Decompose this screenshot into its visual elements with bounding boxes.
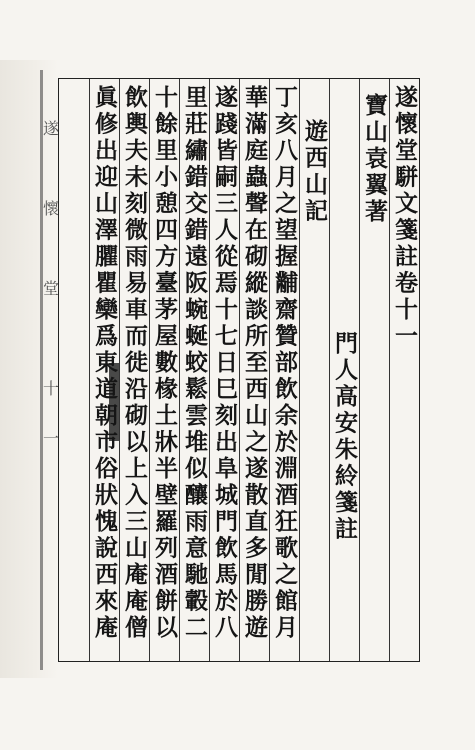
column-body bbox=[179, 79, 209, 661]
body-line: 丁亥八月之望握黼齋贊部飲余於淵酒狂歌之館月 bbox=[271, 85, 298, 642]
body-line: 飲輿夫未刻微雨易車而徙沿砌以上入三山庵庵僧 bbox=[121, 85, 148, 642]
book-title: 遂懷堂駢文箋註卷十一 bbox=[391, 85, 418, 350]
margin-glyph: 堂 bbox=[42, 279, 59, 298]
column-body bbox=[119, 79, 149, 661]
adjacent-leaf-edge bbox=[0, 60, 58, 678]
column-body bbox=[89, 79, 119, 661]
editor-line: 門人高安朱紷箋註 bbox=[331, 331, 358, 543]
column-heading bbox=[299, 79, 329, 661]
column-title bbox=[389, 79, 419, 661]
margin-glyph: 一 bbox=[42, 429, 59, 448]
column-author bbox=[359, 79, 389, 661]
column-body bbox=[149, 79, 179, 661]
body-line: 華滿庭蟲聲在砌縱談所至西山之遂散直多閒勝遊 bbox=[241, 85, 268, 642]
column-body bbox=[269, 79, 299, 661]
margin-glyph: 十 bbox=[42, 379, 59, 398]
margin-glyph: 懷 bbox=[42, 199, 59, 218]
binding-line bbox=[40, 70, 43, 670]
column-body bbox=[239, 79, 269, 661]
body-line: 里莊繡錯交錯遠阪蜿蜒蛟鬆雲堆似釀雨意馳轂二 bbox=[181, 85, 208, 642]
column-empty bbox=[59, 79, 89, 661]
author-line: 寶山袁翼著 bbox=[361, 93, 388, 226]
column-body bbox=[209, 79, 239, 661]
text-frame bbox=[58, 78, 420, 662]
essay-heading: 遊西山記 bbox=[301, 119, 328, 225]
margin-glyph: 遂 bbox=[42, 119, 59, 138]
body-line: 遂踐皆嗣三人從焉十七日巳刻出阜城門飲馬於八 bbox=[211, 85, 238, 642]
body-line: 眞修出迎山澤臞瞿欒爲東道朝市俗狀愧說西來庵 bbox=[91, 85, 118, 642]
column-editor bbox=[329, 79, 359, 661]
body-line: 十餘里小憩四方臺茅屋數椽土牀半壁羅列酒餅以 bbox=[151, 85, 178, 642]
